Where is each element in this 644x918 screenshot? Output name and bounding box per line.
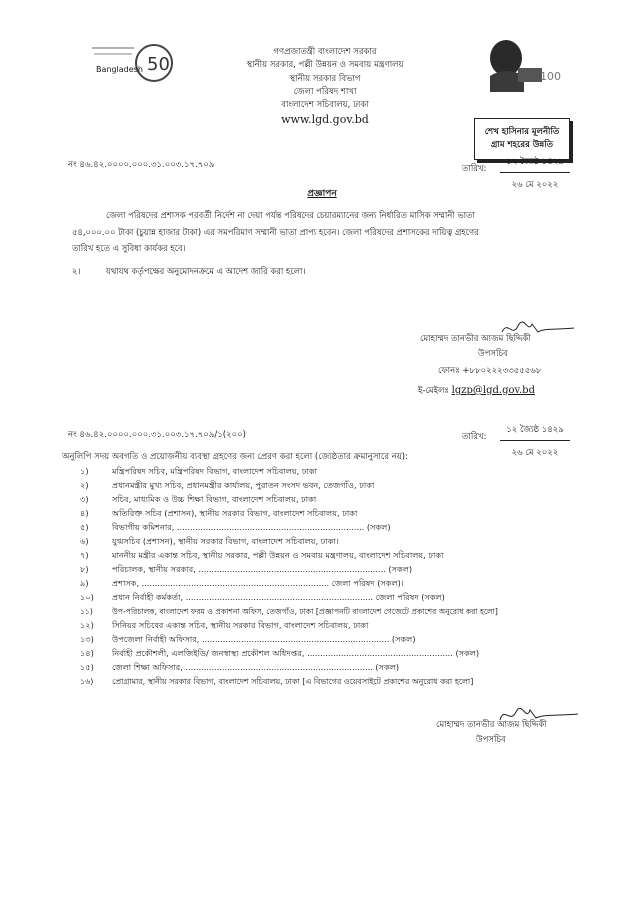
list-item — [80, 494, 316, 505]
date-bangla: ১২ জ্যৈষ্ঠ ১৪২৯ — [500, 155, 570, 173]
list-item-number: ৬) — [80, 536, 89, 546]
list-item-number: ৩) — [80, 494, 89, 504]
list-item — [80, 662, 399, 673]
list-item-number: ১১) — [80, 607, 93, 616]
notice-title-text: প্রজ্ঞাপন — [307, 189, 337, 199]
list-item-text: বিভাগীয় কমিশনার, ........................................................................ (সকল) — [112, 522, 391, 532]
slogan-line-2: গ্রাম শহরের উন্নতি — [490, 140, 553, 150]
list-item — [80, 606, 498, 617]
svg-text:100: 100 — [540, 70, 561, 83]
email-label: ই-মেইলঃ — [418, 386, 449, 396]
signatory-name: মোহাম্মদ তানভীর আজম ছিদ্দিকী — [420, 334, 531, 344]
mujib-100-logo-icon — [478, 36, 562, 92]
list-item-text: প্রোগ্রামার, স্থানীয় সরকার বিভাগ, বাংলাদেশ সচিবালয়, ঢাকা [এ বিভাগের ওয়েবসাইটে প্রকাশের অনুরোধ করা হলো] — [112, 677, 474, 686]
notice-paragraph-2 — [72, 263, 305, 280]
para1-line-1: জেলা পরিষদের প্রশাসক পরবর্তী নির্দেশ না দেয়া পর্যন্ত পরিষদের চেয়ারম্যানের জন্য নির্ধারিত মাসিক সম্মানী ভাতা — [106, 210, 475, 220]
website-link[interactable]: www.lgd.gov.bd — [281, 113, 369, 127]
list-item-number: ২) — [80, 480, 89, 490]
letterhead — [200, 46, 450, 128]
list-item-text: পরিচালক, স্থানীয় সরকার, ........................................................................ (সকল) — [112, 564, 413, 574]
memo-number: নং ৪৬.৪২.০০০০.০০০.৩১.০০৩.১৭.৭০৯ — [68, 160, 215, 170]
letterhead-line-4: জেলা পরিষদ শাখা — [293, 86, 357, 97]
para2-number: ২। — [72, 266, 81, 276]
list-item-text: উপজেলা নির্বাহী অফিসার, ........................................................................ (সকল) — [112, 634, 416, 644]
bangladesh-50-logo-icon — [84, 40, 176, 86]
list-item-text: মাননীয় মন্ত্রীর একান্ত সচিব, স্থানীয় সরকার, পল্লী উন্নয়ন ও সমবায় মন্ত্রণালয়, বাংলাদেশ সচিবালয়, ঢাকা — [112, 550, 444, 560]
list-item-number: ৪) — [80, 508, 89, 518]
slogan-box — [474, 118, 570, 160]
list-item — [80, 634, 416, 645]
list-item-number: ৮) — [80, 564, 89, 574]
signature-1-block — [420, 332, 531, 362]
bangladesh-logo-label: Bangladesh — [96, 65, 143, 74]
list-item-text: প্রশাসক, ........................................................................ জেলা পরিষদ (সকল)। — [112, 578, 404, 588]
list-item — [80, 578, 404, 589]
list-item-number: ১২) — [80, 620, 94, 630]
signatory-designation: উপসচিব — [478, 349, 508, 359]
list-item-number: ১৩) — [80, 634, 94, 644]
list-item — [80, 564, 412, 575]
date-label: তারিখ: — [462, 164, 487, 174]
list-item — [80, 466, 317, 477]
notice-title — [0, 186, 644, 201]
list-item — [80, 480, 374, 491]
signatory-phone: ফোনঃ +৮৮০২২২৩৩৫৫৫৬৮ — [438, 366, 542, 376]
date-2-gregorian: ২৬ মে ২০২২ — [511, 448, 559, 458]
list-item-text: প্রধানমন্ত্রীর মুখ্য সচিব, প্রধানমন্ত্রীর কার্যালয়, পুরাতন সংসদ ভবন, তেজগাঁও, ঢাকা — [112, 480, 375, 490]
list-item — [80, 522, 391, 533]
letterhead-line-3: স্থানীয় সরকার বিভাগ — [289, 73, 361, 84]
list-item — [80, 536, 339, 547]
letterhead-line-5: বাংলাদেশ সচিবালয়, ঢাকা — [281, 100, 369, 111]
list-item-text: জেলা শিক্ষা অফিসার, ........................................................................ (সকল) — [112, 662, 400, 672]
list-item — [80, 648, 479, 659]
date-gregorian: ২৬ মে ২০২২ — [511, 180, 559, 190]
date-2-bangla: ১২ জ্যৈষ্ঠ ১৪২৯ — [500, 423, 570, 441]
list-item — [80, 676, 473, 687]
list-item-text: প্রধান নির্বাহী কর্মকর্তা, ........................................................................ জেলা পরিষদ (সকল) — [112, 592, 445, 602]
list-item — [80, 592, 445, 603]
bangladesh-50-logo — [84, 40, 176, 86]
list-item-text: নির্বাহী প্রকৌশলী, এলজিইডি/ জনস্বাস্থ্য প্রকৌশল অধিদপ্তর, ........................................................ (সকল) — [112, 648, 480, 658]
svg-text:50: 50 — [147, 54, 170, 75]
distribution-intro: অনুলিপি সদয় অবগতি ও প্রয়োজনীয় ব্যবস্থা গ্রহণের জন্য প্রেরণ করা হলো (জ্যেষ্ঠতার ক্রমানুসারে নয়): — [62, 452, 408, 462]
list-item-text: সিনিয়র সচিবের একান্ত সচিব, স্থানীয় সরকার বিভাগ, বাংলাদেশ সচিবালয়, ঢাকা — [112, 620, 369, 630]
list-item-text: যুগ্মসচিব (প্রশাসন), স্থানীয় সরকার বিভাগ, বাংলাদেশ সচিবালয়, ঢাকা। — [112, 536, 339, 546]
list-item-number: ১) — [80, 466, 89, 476]
list-item-text: অতিরিক্ত সচিব (প্রশাসন), স্থানীয় সরকার বিভাগ, বাংলাদেশ সচিবালয়, ঢাকা — [112, 508, 358, 518]
slogan-line-1: শেখ হাসিনার মূলনীতি — [484, 127, 560, 137]
mujib-100-logo — [478, 36, 562, 92]
date-2-label: তারিখ: — [462, 432, 487, 442]
list-item-number: ৫) — [80, 522, 89, 532]
list-item — [80, 550, 443, 561]
list-item-text: উপ-পরিচালক, বাংলাদেশ ফরম ও প্রকাশনা অফিস, তেজগাঁও, ঢাকা [প্রজ্ঞাপনটি বাংলাদেশ গেজেটে প্রকাশের অনুরোধ করা হলো] — [112, 607, 498, 616]
list-item-text: সচিব, মাধ্যমিক ও উচ্চ শিক্ষা বিভাগ, বাংলাদেশ সচিবালয়, ঢাকা — [112, 494, 317, 504]
list-item-number: ১৬) — [80, 677, 94, 686]
list-item-number: ৭) — [80, 550, 89, 560]
list-item-number: ৯) — [80, 578, 89, 588]
memo-2-number: নং ৪৬.৪২.০০০০.০০০.৩১.০০৩.১৭.৭০৯/১(২০০) — [68, 430, 246, 440]
letterhead-line-2: স্থানীয় সরকার, পল্লী উন্নয়ন ও সমবায় মন্ত্রণালয় — [246, 60, 404, 71]
letterhead-line-1: গণপ্রজাতন্ত্রী বাংলাদেশ সরকার — [273, 47, 377, 57]
signatory-email-row — [418, 383, 535, 399]
notice-paragraph-1 — [72, 207, 592, 257]
signature-2-block — [436, 718, 547, 748]
para1-line-2: ৫৪,০০০.০০ টাকা (চুয়ান্ন হাজার টাকা) এর সমপরিমাণ সম্মানী ভাতা প্রাপ্য হবেন। জেলা পরিষদের প্রশাসকের দায়িত্ব গ্রহণের — [72, 226, 479, 237]
list-item-text: মন্ত্রিপরিষদ সচিব, মন্ত্রিপরিষদ বিভাগ, বাংলাদেশ সচিবালয়, ঢাকা — [112, 466, 317, 476]
signatory-2-name: মোহাম্মদ তানভীর আজম ছিদ্দিকী — [436, 720, 547, 730]
signatory-2-designation: উপসচিব — [476, 735, 506, 745]
para2-text: যথাযথ কর্তৃপক্ষের অনুমোদনক্রমে এ আদেশ জারি করা হলো। — [106, 266, 306, 276]
list-item-number: ১৪) — [80, 648, 94, 658]
list-item — [80, 620, 368, 631]
para1-line-3: তারিখ হতে এ সুবিধা কার্যকর হবে। — [72, 243, 186, 253]
date-2-block — [500, 423, 570, 460]
email-link[interactable]: lgzp@lgd.gov.bd — [451, 385, 535, 396]
list-item-number: ১৫) — [80, 662, 94, 672]
list-item-number: ১০) — [80, 592, 94, 602]
list-item — [80, 508, 357, 519]
